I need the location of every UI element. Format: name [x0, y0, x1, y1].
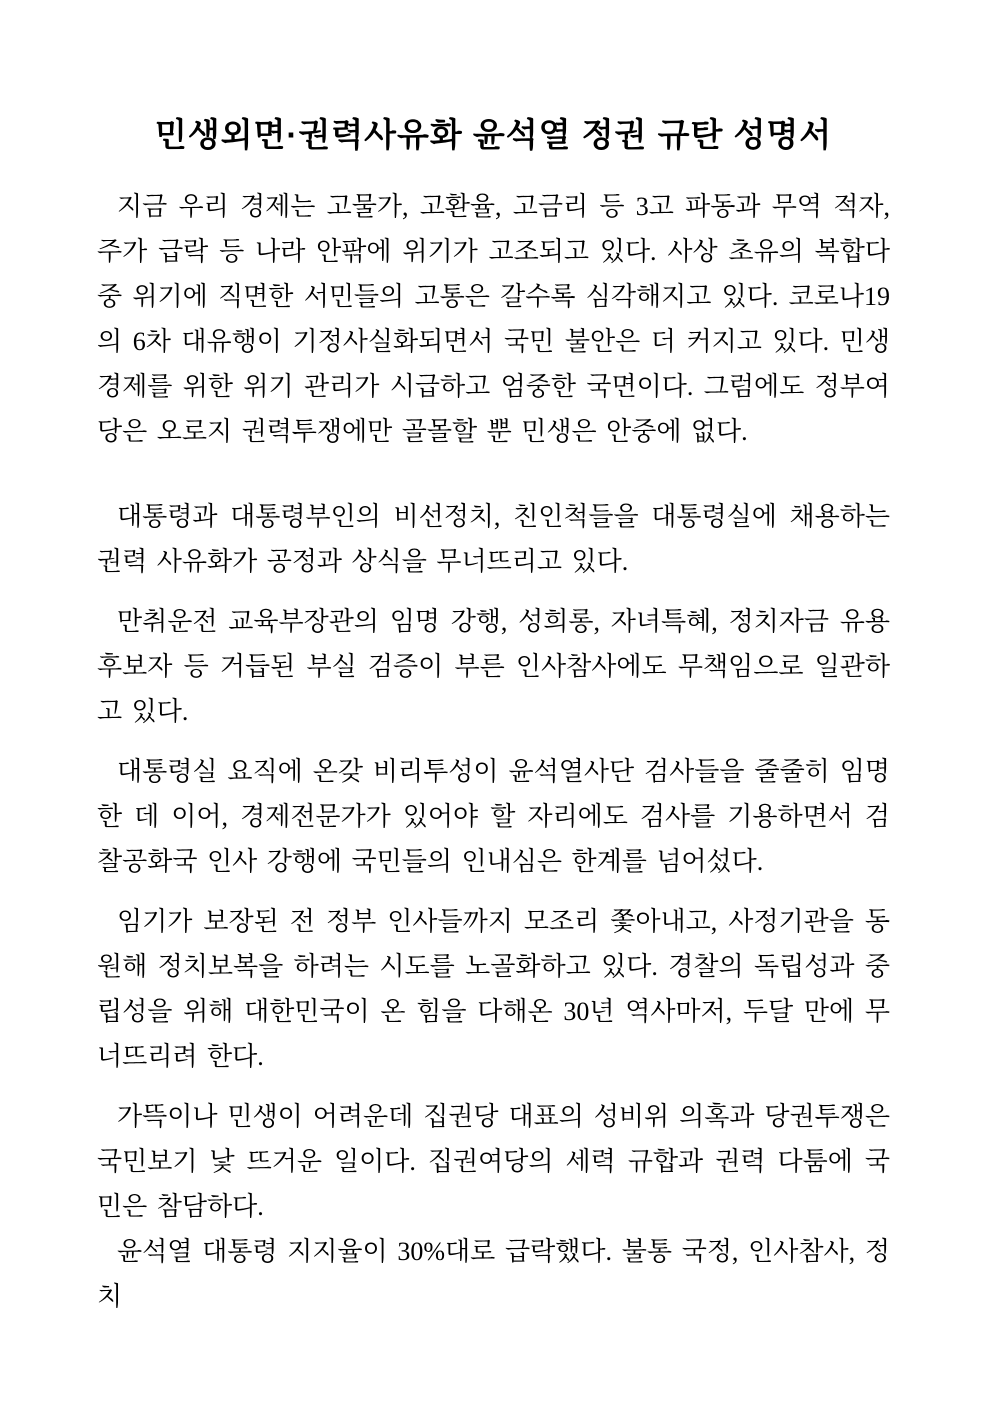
- paragraph: 가뜩이나 민생이 어려운데 집권당 대표의 성비위 의혹과 당권투쟁은 국민보기 낯 뜨거운 일이다. 집권여당의 세력 규합과 권력 다툼에 국민은 참담하다.: [97, 1102, 890, 1221]
- paragraph: 만취운전 교육부장관의 임명 강행, 성희롱, 자녀특혜, 정치자금 유용 후보자 등 거듭된 부실 검증이 부른 인사참사에도 무책임으로 일관하고 있다.: [97, 607, 890, 726]
- paragraph: 대통령과 대통령부인의 비선정치, 친인척들을 대통령실에 채용하는 권력 사유화가 공정과 상식을 무너뜨리고 있다.: [97, 502, 890, 576]
- paragraph: 대통령실 요직에 온갖 비리투성이 윤석열사단 검사들을 줄줄히 임명한 데 이어, 경제전문가가 있어야 할 자리에도 검사를 기용하면서 검찰공화국 인사 강행에 국민들의 인내심은 한계를 넘어섰다.: [97, 757, 890, 876]
- paragraph: 지금 우리 경제는 고물가, 고환율, 고금리 등 3고 파동과 무역 적자, 주가 급락 등 나라 안팎에 위기가 고조되고 있다. 사상 초유의 복합다중 위기에 직면한 서민들의 고통은 갈수록 심각해지고 있다. 코로나19의 6차 대유행이 기정사실화되면서 국민 불안은 더 커지고 있다. 민생경제를 위한 위기 관리가 시급하고 엄중한 국면이다. 그럼에도 정부여당은 오로지 권력투쟁에만 골몰할 뿐 민생은 안중에 없다.: [97, 192, 890, 446]
- document-title: 민생외면·권력사유화 윤석열 정권 규탄 성명서: [154, 116, 833, 153]
- document-body: [97, 184, 890, 1319]
- paragraph: 윤석열 대통령 지지율이 30%대로 급락했다. 불통 국정, 인사참사, 정치: [97, 1237, 890, 1311]
- paragraph: 임기가 보장된 전 정부 인사들까지 모조리 쫓아내고, 사정기관을 동원해 정치보복을 하려는 시도를 노골화하고 있다. 경찰의 독립성과 중립성을 위해 대한민국이 온 힘을 다해온 30년 역사마저, 두달 만에 무너뜨리려 한다.: [97, 907, 890, 1071]
